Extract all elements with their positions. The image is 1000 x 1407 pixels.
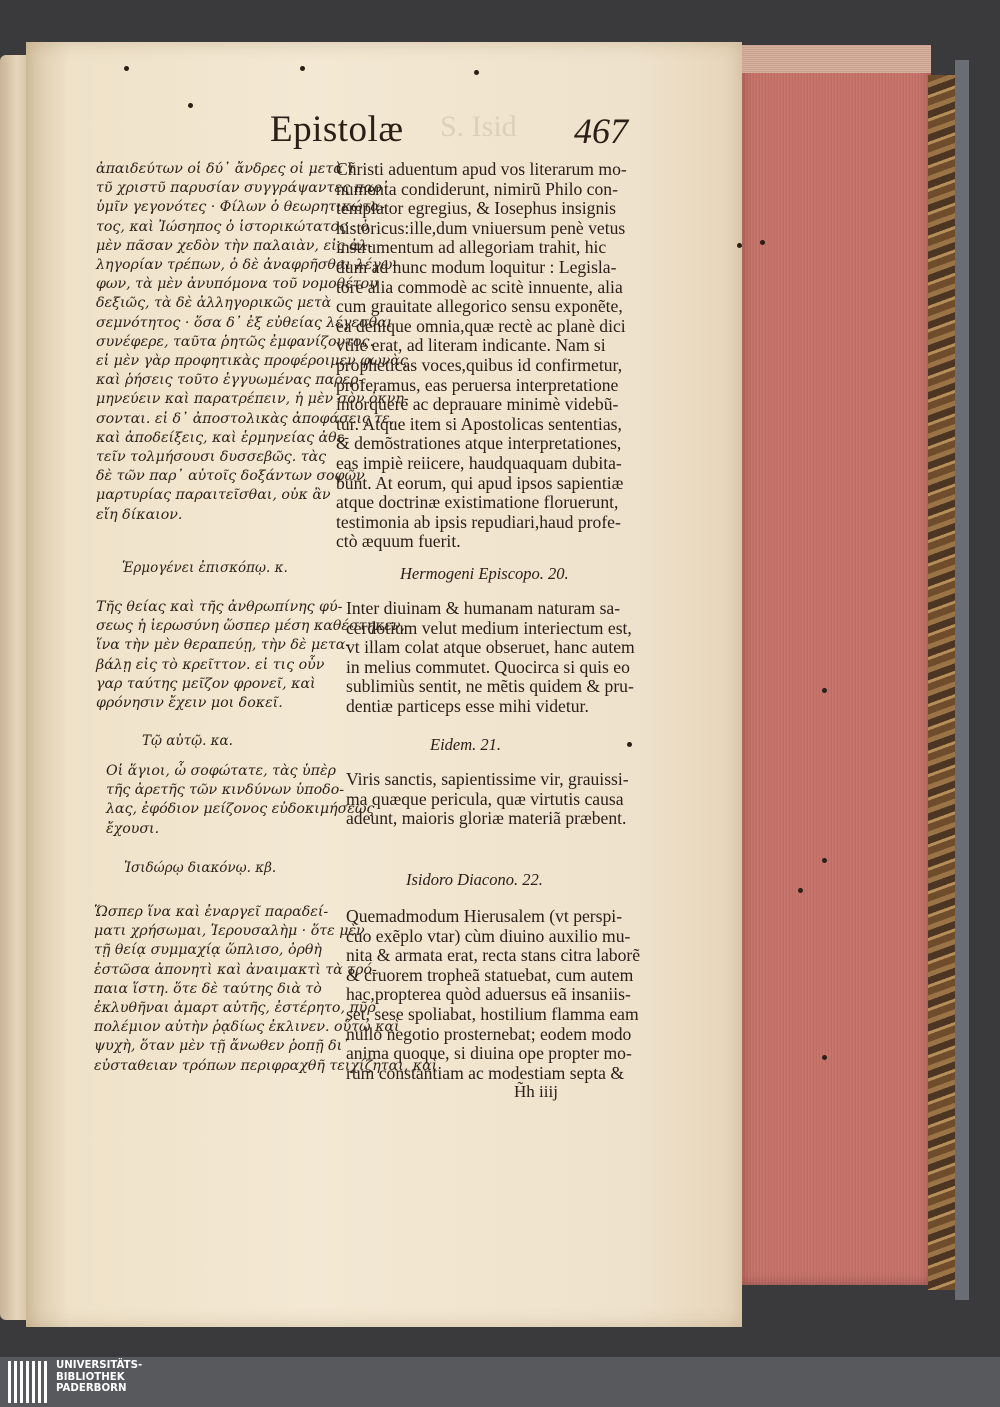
ink-speck (822, 1055, 827, 1060)
text-line: Ὥσπερ ἵνα καὶ ἐναργεῖ παραδεί- (94, 904, 329, 920)
text-line: Quemadmodum Hierusalem (vt perspi- (346, 906, 623, 926)
text-line: anima quoque, si diuina ope propter mo- (346, 1043, 632, 1064)
ink-speck (124, 66, 129, 71)
text-line: εἴη δίκαιον. (96, 506, 183, 523)
ink-speck (300, 66, 305, 71)
page-edges-top (741, 45, 931, 73)
text-line: ἔχουσι. (106, 820, 160, 837)
text-line: vt illam colat atque obseruet, hanc autem (346, 637, 635, 658)
latin-letter-19-text (336, 160, 627, 552)
text-line: τῇ θείᾳ συμμαχίᾳ ὥπλισο, ὀρθὴ (94, 942, 322, 959)
library-logo-icon (8, 1361, 48, 1403)
text-line: ἑστῶσα ἀπονητὶ καὶ ἀναιμακτὶ τὰ τρό- (94, 961, 377, 978)
text-line: Viris sanctis, sapientissime vir, grauissi- (346, 769, 629, 789)
page-edges (741, 45, 931, 1285)
text-line: Christi aduentum apud vos literarum mo- (336, 159, 627, 179)
text-line: ea denique omnia,quæ rectè ac planè dici (336, 315, 626, 336)
text-line: σεως ἡ ἱερωσύνη ὥσπερ μέση καθέστηκεν, (96, 618, 406, 635)
text-line: & demõstrationes atque interpretationes, (336, 433, 622, 454)
text-line: bunt. At eorum, qui apud ipsos sapientiæ (336, 472, 624, 493)
text-line: tore alia commodè ac scitè innuente, alia (336, 276, 623, 297)
text-line: συνέφερε, ταῦτα ῥητῶς ἐμφανίζοντος. (96, 333, 375, 350)
text-line: in melius commutet. Quocirca si quis eo (346, 656, 630, 677)
text-line: cum grauitate allegorico sensu exponẽte, (336, 296, 623, 317)
text-line: καὶ ἀποδείξεις, καὶ ἑρμηνείας ἀθε- (96, 429, 350, 446)
text-line: historicus:ille,dum vniuersum penè vetus (336, 217, 626, 238)
text-line: ψυχὴ, ὅταν μὲν τῇ ἄνωθεν ῥοπῇ δι᾽ (94, 1038, 350, 1055)
text-line: tur. Atque item si Apostolicas sententias, (336, 413, 622, 434)
text-line: set, sese spoliabat, hostilium flamma eam (346, 1003, 639, 1024)
text-line: sublimiùs sentit, ne mẽtis quidem & pru- (346, 676, 634, 697)
latin-heading-22: Isidoro Diacono. 22. (406, 870, 543, 889)
text-line: ctò æquum fuerit. (336, 531, 461, 552)
ink-speck (798, 888, 803, 893)
text-line: nullo negotio prosternebat; eodem modo (346, 1023, 632, 1044)
text-line: eas impiè reiicere, haudquaquam dubita- (336, 452, 622, 473)
left-page-edge (0, 55, 28, 1320)
text-line: σεμνότητος · ὅσα δ᾽ ἐξ εὐθείας λέγεσθαι (96, 314, 393, 331)
text-line: πολέμιον αὐτὴν ῥᾳδίως ἐκλινεν. οὕτω καὶ (94, 1019, 400, 1036)
running-header-title: Epistolæ (270, 109, 404, 150)
book-spine (955, 60, 969, 1300)
latin-letter-20-text (346, 599, 635, 717)
ink-speck (822, 688, 827, 693)
ink-speck (188, 103, 193, 108)
text-line: ἐκλυθῆναι ἀμαρτ αὐτῆς, ἐστέρητο, πῦρ (94, 1000, 376, 1017)
text-line: μηνεύειν καὶ παρατρέπειν, ἡ μὲν σὸν ὀκνη- (96, 391, 409, 408)
text-line: proferamus, eas peruersa interpretatione (336, 374, 619, 395)
text-line: ὑμῖν γεγονότες · Φίλων ὁ θεωρητικώτα- (96, 199, 385, 216)
text-line: dentiæ particeps esse mihi videtur. (346, 695, 589, 716)
text-line: testimonia ab ipsis repudiari,haud profe- (336, 511, 621, 532)
text-line: Τῆς θείας καὶ τῆς ἀνθρωπίνης φύ- (96, 599, 343, 615)
greek-heading-20: Ἑρμογένει ἐπισκόπῳ. κ. (122, 560, 288, 576)
text-line: ἀπαιδεύτων οἱ δύ᾽ ἄνδρες οἱ μετὰ τ̃ (96, 161, 356, 177)
greek-heading-22: Ἰσιδώρῳ διακόνῳ. κβ. (124, 860, 277, 876)
text-line: εἰ μὲν γὰρ προφητικὰς προφέροιμεν φωνὰς (96, 353, 408, 370)
logo-line-3: PADERBORN (56, 1383, 127, 1394)
text-line: templator egregius, & Iosephus insignis (336, 198, 616, 219)
page-number: 467 (574, 111, 628, 151)
latin-letter-21-text (346, 770, 629, 829)
ink-speck (822, 858, 827, 863)
text-line: φων, τὰ μὲν ἀνυπόμονα τοῦ νομοθέτου (96, 276, 378, 293)
greek-heading-21: Τῷ αὐτῷ. κα. (142, 733, 233, 749)
text-line: δὲ τῶν παρ᾽ αὐτοῖς δοξάντων σοφῶν (96, 468, 365, 485)
header-bleed-through: S. Isid (440, 110, 517, 143)
text-line: ἵνα τὴν μὲν θεραπεύῃ, τὴν δὲ μετα- (96, 637, 351, 654)
text-line: Inter diuinam & humanam naturam sa- (346, 598, 621, 618)
text-line: dum ad hunc modum loquitur : Legisla- (336, 256, 617, 277)
text-line: & cruorem tropheã statuebat, cum autem (346, 964, 634, 985)
signature-mark: H̃h iiij (514, 1082, 558, 1101)
logo-line-2: BIBLIOTHEK (56, 1371, 125, 1383)
text-line: καὶ ῥήσεις τοῦτο ἐγγυωμένας παρερ- (96, 372, 364, 389)
text-line: μαρτυρίας παραιτεῖσθαι, οὐκ ἂν (96, 487, 331, 504)
text-line: ma quæque pericula, quæ virtutis causa (346, 788, 624, 809)
text-line: instrumentum ad allegoriam trahit, hic (336, 237, 607, 258)
text-line: μὲν πᾶσαν χεδὸν τὴν παλαιὰν, εἰς ἀλ- (96, 237, 373, 254)
text-line: Οἱ ἅγιοι, ὦ σοφώτατε, τὰς ὑπὲρ (106, 763, 336, 779)
text-line: εὐσταθειαν τρόπων περιφραχθῆ τειχίζηται, καὶ (94, 1057, 438, 1074)
text-line: τῆς ἀρετῆς τῶν κινδύνων ὑποδο- (106, 782, 345, 799)
text-line: adeunt, maioris gloriæ materiã præbent. (346, 808, 627, 829)
text-line: vtile erat, ad literam indicante. Nam si (336, 335, 606, 356)
ink-speck (737, 243, 742, 248)
text-line: σονται. εἰ δ᾽ ἀποστολικὰς ἀποφάσεις τε, (96, 410, 395, 427)
text-line: intorquere ac deprauare minimè videbũ- (336, 394, 619, 415)
ink-speck (474, 70, 479, 75)
text-line: cerdotium velut medium interiectum est, (346, 617, 632, 638)
text-line: nita & armata erat, recta stans citra laborẽ (346, 945, 641, 966)
text-line: cuo exẽplo vtar) cùm diuino auxilio mu- (346, 925, 631, 946)
text-line: propheticas voces,quibus id confirmetur, (336, 354, 623, 375)
text-line: βάλῃ εἰς τὸ κρεῖττον. εἰ τις οὖν (96, 656, 325, 673)
text-line: φρόνησιν ἔχειν μοι δοκεῖ. (96, 695, 283, 712)
latin-letter-22-text (346, 907, 640, 1083)
text-line: τος, καὶ Ἰώσηπος ὁ ἱστορικώτατος · ὁ (96, 218, 370, 235)
library-footer-bar (0, 1357, 1000, 1407)
greek-letter-21-text (106, 762, 374, 839)
logo-line-1: UNIVERSITÄTS- (56, 1360, 143, 1371)
text-line: rum constantiam ac modestiam septa & (346, 1062, 625, 1083)
library-logo-text (56, 1360, 142, 1395)
text-line: ληγορίαν τρέπων, ὁ δὲ ἀναφρῆσθαι λέγω- (96, 257, 398, 274)
text-line: hac,propterea quòd aduersus eã insaniis- (346, 984, 631, 1005)
ink-speck (760, 240, 765, 245)
text-line: numenta condiderunt, nimirũ Philo con- (336, 178, 618, 199)
text-line: ματι χρήσωμαι, Ἱερουσαλὴμ · ὅτε μὲν (94, 923, 365, 940)
text-line: γαρ ταύτης μεῖζον φρονεῖ, καὶ (96, 675, 316, 692)
text-line: atque doctrinæ existimatione floruerunt, (336, 492, 619, 513)
text-line: παια ἵστη. ὅτε δὲ ταύτης διὰ τὸ (94, 980, 322, 997)
text-line: τεῖν τολμήσουσι δυσσεβῶς. τὰς (96, 449, 327, 466)
text-line: λας, ἐφόδιον μείζονος εὐδοκιμήσεως (106, 801, 375, 818)
text-line: τῦ χριστῦ παρυσίαν συγγράψαντες παρ᾽ (96, 180, 389, 197)
latin-heading-21: Eidem. 21. (430, 735, 502, 754)
text-line: δεξιῶς, τὰ δὲ ἀλληγορικῶς μετὰ (96, 295, 332, 312)
latin-heading-20: Hermogeni Episcopo. 20. (400, 564, 569, 583)
ink-speck (627, 742, 632, 747)
